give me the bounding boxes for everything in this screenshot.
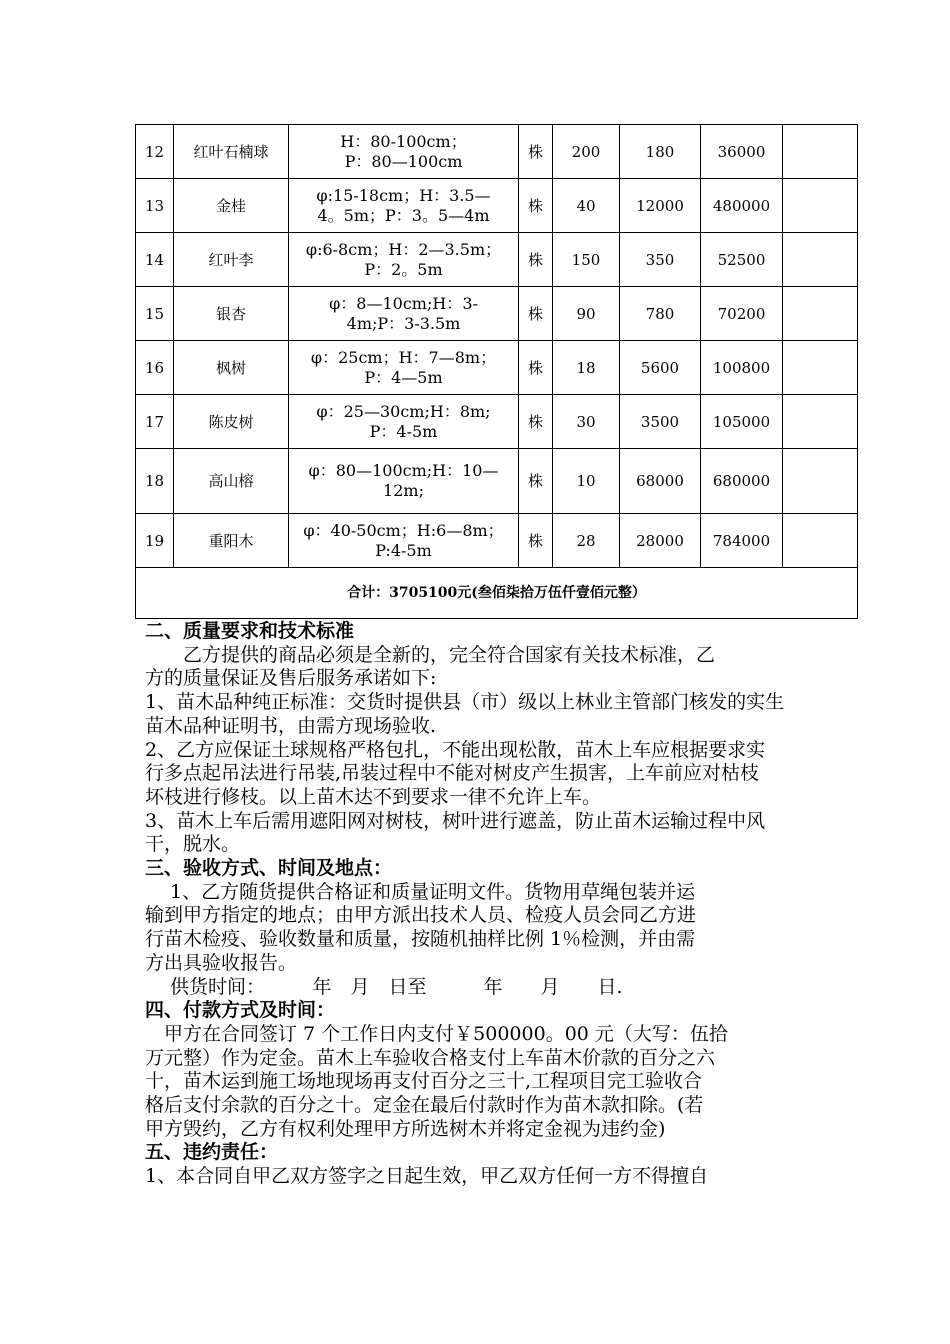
remark-cell: [783, 179, 858, 233]
paragraph-line: 十，苗木运到施工场地现场再支付百分之三十,工程项目完工验收合: [145, 1070, 703, 1093]
quantity-cell: 30: [553, 395, 620, 449]
quantity-cell: 150: [553, 233, 620, 287]
unit-price-cell: 3500: [620, 395, 701, 449]
paragraph-line: 格后支付余款的百分之十。定金在最后付款时作为苗木款扣除。(若: [145, 1094, 704, 1117]
amount-cell: 100800: [701, 341, 783, 395]
section-3-heading: 三、验收方式、时间及地点：: [145, 857, 393, 880]
row-number-cell: 17: [136, 395, 174, 449]
spec-cell: [289, 233, 519, 287]
plant-name-cell: 重阳木: [174, 514, 289, 568]
unit-cell: 株: [519, 179, 553, 233]
plant-name-cell: 红叶李: [174, 233, 289, 287]
amount-cell: 70200: [701, 287, 783, 341]
row-number-cell: 16: [136, 341, 174, 395]
unit-cell: 株: [519, 449, 553, 514]
plant-name-cell: 银杏: [174, 287, 289, 341]
remark-cell: [783, 341, 858, 395]
unit-price-cell: 28000: [620, 514, 701, 568]
section-2-heading: 二、质量要求和技术标准: [145, 620, 355, 642]
table-row: [136, 125, 858, 179]
spec-line: 4m;P：3-3.5m: [346, 313, 461, 333]
unit-price-cell: 12000: [620, 179, 701, 233]
paragraph-line: 输到甲方指定的地点；由甲方派出技术人员、检疫人员会同乙方进: [145, 904, 697, 927]
quantity-cell: 40: [553, 179, 620, 233]
remark-cell: [783, 125, 858, 179]
total-cell: 合计：3705100元(叁佰柒拾万伍仟壹佰元整）: [136, 568, 858, 619]
paragraph-line: 方的质量保证及售后服务承诺如下:: [145, 667, 437, 690]
seedling-price-table: [135, 124, 858, 619]
unit-cell: 株: [519, 287, 553, 341]
amount-cell: 784000: [701, 514, 783, 568]
amount-cell: 680000: [701, 449, 783, 514]
spec-cell: [289, 514, 519, 568]
spec-cell: [289, 125, 519, 179]
unit-price-cell: 5600: [620, 341, 701, 395]
plant-name-cell: 金桂: [174, 179, 289, 233]
paragraph-line: 甲方在合同签订 7 个工作日内支付￥500000。00 元（大写：伍拾: [145, 1022, 728, 1045]
table-row: [136, 287, 858, 341]
remark-cell: [783, 287, 858, 341]
paragraph-line: 苗木品种证明书，由需方现场验收.: [145, 714, 437, 737]
spec-line: P：80—100cm: [344, 151, 463, 171]
contract-body: [145, 620, 905, 1189]
quantity-cell: 10: [553, 449, 620, 514]
unit-cell: 株: [519, 341, 553, 395]
row-number-cell: 15: [136, 287, 174, 341]
row-number-cell: 18: [136, 449, 174, 514]
paragraph-line: 行苗木检疫、验收数量和质量，按随机抽样比例 1％检测，并由需: [145, 928, 696, 951]
quantity-cell: 200: [553, 125, 620, 179]
remark-cell: [783, 449, 858, 514]
spec-line: 4。5m；P：3。5—4m: [317, 205, 490, 225]
unit-cell: 株: [519, 395, 553, 449]
spec-line: φ:6-8cm；H：2—3.5m；: [305, 239, 502, 259]
spec-line: φ：80—100cm;H：10—: [308, 461, 499, 480]
paragraph-line: 行多点起吊法进行吊装,吊装过程中不能对树皮产生损害，上车前应对枯枝: [145, 762, 760, 785]
remark-cell: [783, 395, 858, 449]
supply-time-line: 供货时间： 年 月 日至 年 月 日.: [145, 975, 623, 998]
paragraph-line: 1、本合同自甲乙双方签字之日起生效，甲乙双方任何一方不得擅自: [145, 1165, 709, 1188]
table-row: [136, 514, 858, 568]
spec-cell: [289, 449, 519, 514]
quantity-cell: 18: [553, 341, 620, 395]
spec-line: P：2。5m: [364, 259, 443, 279]
paragraph-line: 乙方提供的商品必须是全新的，完全符合国家有关技术标准，乙: [145, 643, 716, 666]
spec-line: φ：40-50cm；H:6—8m；: [303, 520, 504, 540]
paragraph-line: 甲方毁约，乙方有权利处理甲方所选树木并将定金视为违约金): [145, 1117, 666, 1140]
amount-cell: 480000: [701, 179, 783, 233]
row-number-cell: 13: [136, 179, 174, 233]
spec-line: P:4-5m: [375, 540, 432, 560]
unit-cell: 株: [519, 514, 553, 568]
spec-line: φ：25—30cm;H：8m;: [316, 401, 491, 421]
paragraph-line: 3、苗木上车后需用遮阳网对树枝，树叶进行遮盖，防止苗木运输过程中风: [145, 809, 766, 832]
table-row: [136, 395, 858, 449]
spec-cell: [289, 287, 519, 341]
remark-cell: [783, 514, 858, 568]
amount-cell: 105000: [701, 395, 783, 449]
spec-line: 12m;: [383, 481, 424, 500]
table-row: [136, 233, 858, 287]
paragraph-line: 干，脱水。: [145, 833, 241, 856]
unit-price-cell: 350: [620, 233, 701, 287]
quantity-cell: 28: [553, 514, 620, 568]
section-5-heading: 五、违约责任：: [145, 1141, 279, 1164]
spec-line: H：80-100cm；: [340, 131, 467, 151]
spec-line: P：4-5m: [369, 421, 438, 441]
paragraph-line: 1、苗木品种纯正标准：交货时提供县（市）级以上林业主管部门核发的实生: [145, 691, 785, 714]
section-4-heading: 四、付款方式及时间：: [145, 999, 336, 1022]
paragraph-line: 坏枝进行修枝。以上苗木达不到要求一律不允许上车。: [145, 785, 602, 808]
spec-line: φ：8—10cm;H：3-: [329, 293, 478, 313]
table-row: [136, 449, 858, 514]
plant-name-cell: 红叶石楠球: [174, 125, 289, 179]
table-row: [136, 179, 858, 233]
spec-cell: [289, 341, 519, 395]
row-number-cell: 19: [136, 514, 174, 568]
plant-name-cell: 高山榕: [174, 449, 289, 514]
unit-price-cell: 68000: [620, 449, 701, 514]
unit-price-cell: 180: [620, 125, 701, 179]
row-number-cell: 14: [136, 233, 174, 287]
row-number-cell: 12: [136, 125, 174, 179]
total-row: [136, 568, 858, 619]
paragraph-line: 方出具验收报告。: [145, 951, 298, 974]
spec-line: P：4—5m: [364, 367, 443, 387]
unit-cell: 株: [519, 233, 553, 287]
amount-cell: 52500: [701, 233, 783, 287]
paragraph-line: 1、乙方随货提供合格证和质量证明文件。货物用草绳包装并运: [145, 880, 696, 903]
quantity-cell: 90: [553, 287, 620, 341]
plant-name-cell: 陈皮树: [174, 395, 289, 449]
amount-cell: 36000: [701, 125, 783, 179]
spec-line: φ：25cm；H：7—8m；: [310, 347, 497, 367]
paragraph-line: 2、乙方应保证土球规格严格包扎，不能出现松散，苗木上车应根据要求实: [145, 738, 766, 761]
unit-price-cell: 780: [620, 287, 701, 341]
plant-name-cell: 枫树: [174, 341, 289, 395]
spec-line: φ:15-18cm；H：3.5—: [316, 185, 491, 205]
table-row: [136, 341, 858, 395]
unit-cell: 株: [519, 125, 553, 179]
paragraph-line: 万元整）作为定金。苗木上车验收合格支付上车苗木价款的百分之六: [145, 1046, 716, 1069]
spec-cell: [289, 179, 519, 233]
remark-cell: [783, 233, 858, 287]
spec-cell: [289, 395, 519, 449]
